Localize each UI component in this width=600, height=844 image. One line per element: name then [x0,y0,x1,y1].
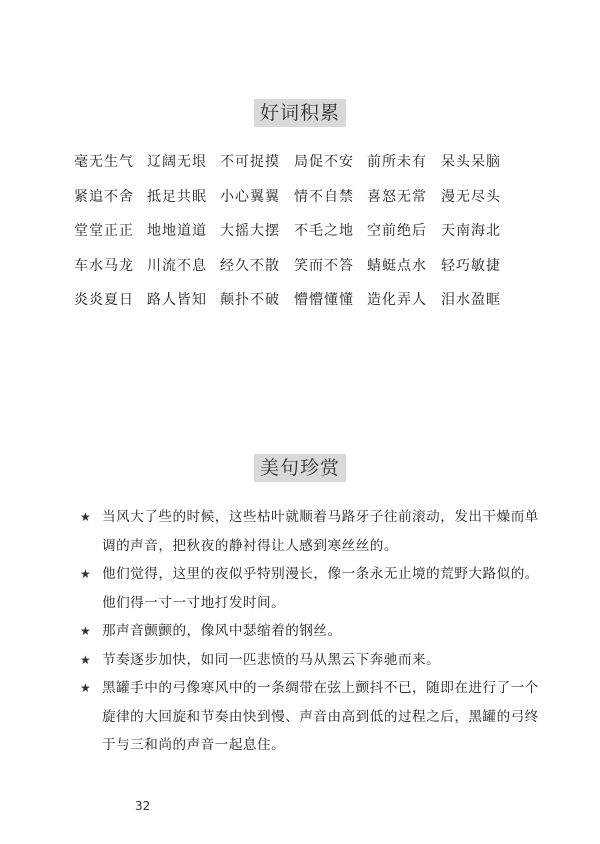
sentence-text: 那声音颤颤的，像风中瑟缩着的钢丝。 [102,623,342,639]
sentence-item [80,646,540,675]
word-item: 轻巧敏捷 [441,257,501,274]
word-item: 辽阔无垠 [147,154,207,170]
star-icon: ★ [80,510,92,524]
words-section-title: 好词积累 [0,99,600,127]
word-grid [74,151,534,324]
word-row [74,255,534,290]
sentence-list [80,503,540,760]
word-item: 泪水盈眶 [441,292,501,308]
word-item: 抵足共眠 [147,188,207,205]
word-item: 炎炎夏日 [74,292,134,308]
word-item: 天南海北 [441,223,501,239]
star-icon: ★ [80,681,92,695]
word-item: 地地道道 [147,223,207,239]
sentence-text: 黑罐手中的弓像寒风中的一条绸带在弦上颤抖不已，随即在进行了一个旋律的大回旋和节奏由快到慢、声音由高到低的过程之后，黑罐的弓终于与三和尚的声音一起息住。 [102,680,539,753]
word-row [74,186,534,221]
word-item: 漫无尽头 [441,188,501,205]
star-icon: ★ [80,624,92,638]
sentence-text: 节奏逐步加快，如同一匹悲愤的马从黑云下奔驰而来。 [102,651,441,668]
word-item: 呆头呆脑 [441,154,501,170]
sentence-item [80,674,540,760]
word-item: 空前绝后 [367,223,427,239]
sentence-text: 当风大了些的时候，这些枯叶就顺着马路牙子往前滚动，发出干燥而单调的声音，把秋夜的静衬得让人感到寒丝丝的。 [102,509,539,554]
word-item: 懵懵懂懂 [294,292,354,308]
word-item: 路人皆知 [147,292,207,308]
word-item: 川流不息 [147,257,207,274]
word-item: 不毛之地 [294,223,354,239]
word-item: 蜻蜓点水 [367,257,427,274]
word-item: 局促不安 [294,154,354,170]
page-number: 32 [135,799,151,813]
word-item: 前所未有 [367,154,427,170]
word-item: 情不自禁 [294,188,354,205]
star-icon: ★ [80,567,92,581]
sentence-text: 他们觉得，这里的夜似乎特别漫长，像一条永无止境的荒野大路似的。他们得一寸一寸地打发时间。 [102,566,539,611]
word-item: 经久不散 [220,257,280,274]
sentence-item [80,560,540,617]
word-item: 喜怒无常 [367,188,427,205]
word-item: 堂堂正正 [74,223,134,239]
word-row [74,220,534,255]
word-item: 毫无生气 [74,154,134,170]
word-item: 笑而不答 [294,257,354,274]
sentence-item [80,617,540,646]
word-row [74,151,534,186]
sentences-section-title: 美句珍赏 [0,454,600,482]
word-item: 大摇大摆 [220,223,280,239]
word-item: 造化弄人 [367,292,427,308]
word-item: 不可捉摸 [220,154,280,170]
word-item: 小心翼翼 [220,188,280,205]
word-item: 颠扑不破 [220,292,280,308]
sentence-item [80,503,540,560]
word-item: 紧追不舍 [74,188,134,205]
word-row [74,289,534,324]
star-icon: ★ [80,652,92,667]
word-item: 车水马龙 [74,257,134,274]
